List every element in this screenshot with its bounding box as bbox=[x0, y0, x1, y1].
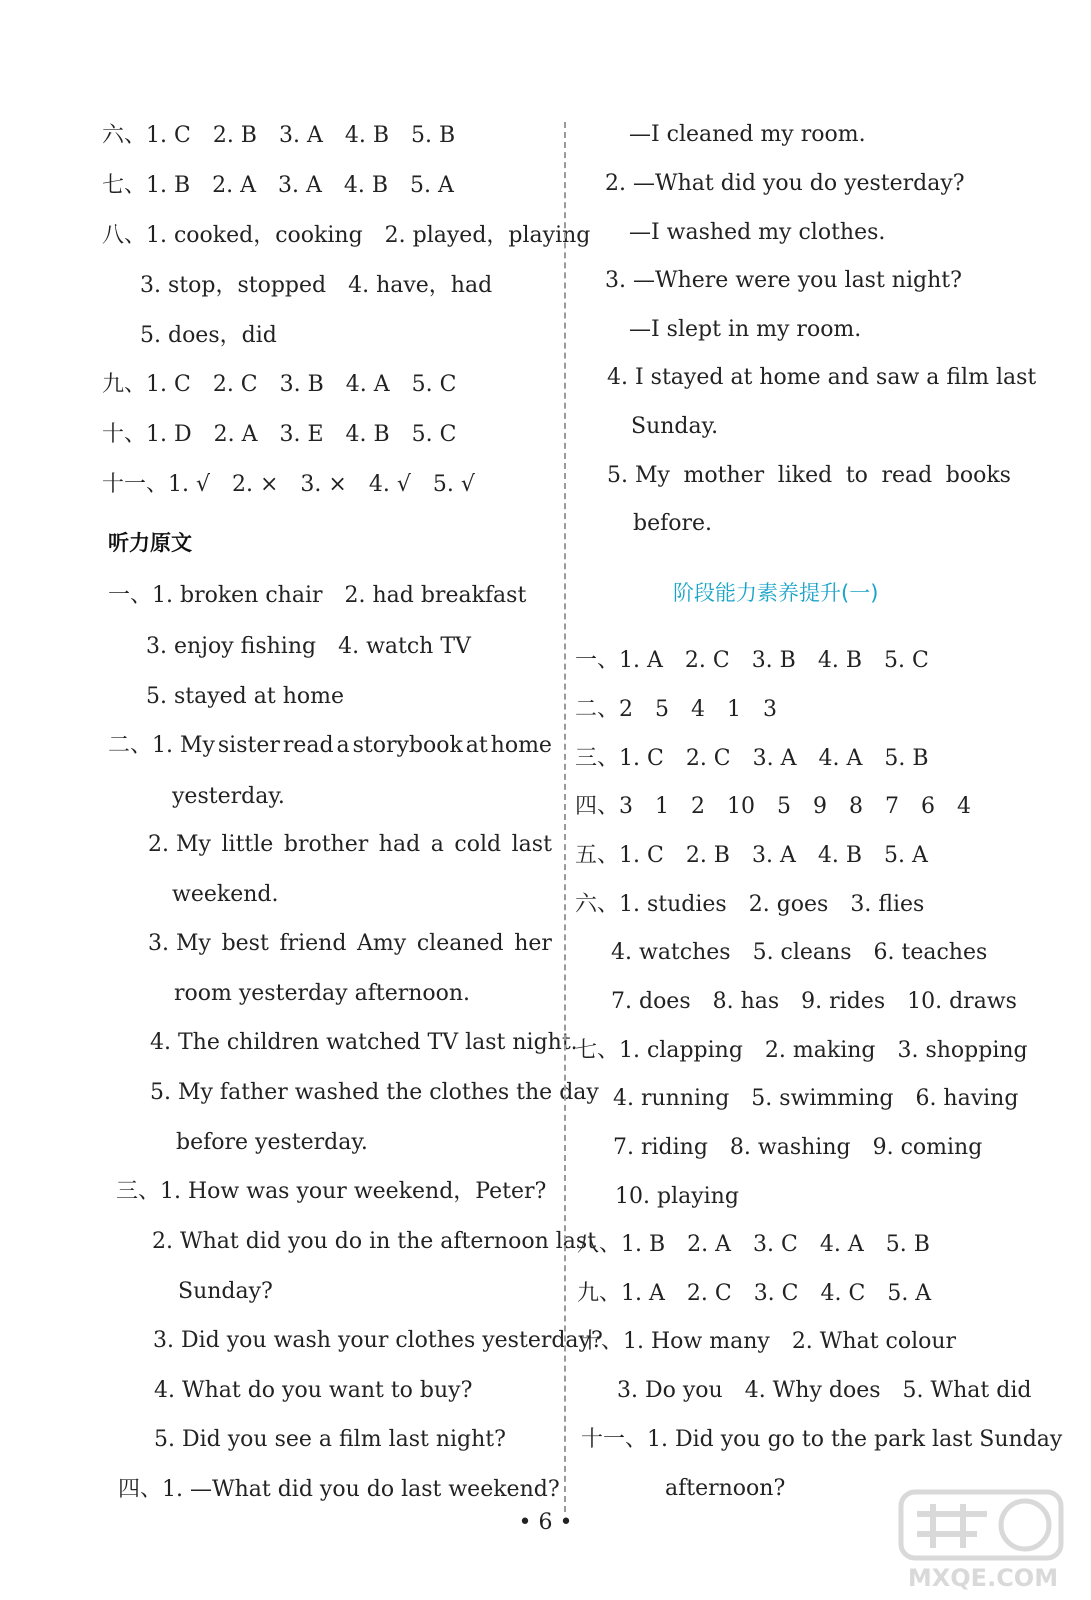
word: cold bbox=[454, 832, 502, 857]
page-number: • 6 • bbox=[518, 1510, 573, 1535]
answer-line: 八、1. B 2. A 3. C 4. A 5. B bbox=[577, 1232, 930, 1257]
answer-line: 十一、1. √ 2. × 3. × 4. √ 5. √ bbox=[102, 472, 475, 497]
script-line: 四、1. —What did you do last weekend? bbox=[118, 1477, 560, 1502]
script-line bbox=[148, 929, 552, 959]
column-divider bbox=[564, 122, 566, 1512]
watermark-text: MXQE.COM bbox=[907, 1564, 1059, 1592]
answer-line: 八、1. cooked，cooking 2. played，playing bbox=[102, 223, 591, 248]
word: a bbox=[430, 832, 444, 857]
answer-line: 4. watches 5. cleans 6. teaches bbox=[611, 940, 988, 965]
answer-line: 六、1. studies 2. goes 3. flies bbox=[575, 892, 925, 917]
answer-line: 10. playing bbox=[615, 1184, 739, 1209]
right-column bbox=[575, 0, 1063, 1600]
answer-line: 3. stop，stopped 4. have，had bbox=[140, 273, 493, 298]
answer-line: 5. does，did bbox=[140, 323, 277, 348]
script-line: 三、1. How was your weekend，Peter? bbox=[116, 1179, 547, 1204]
word: cleaned bbox=[416, 931, 504, 956]
word: brother bbox=[283, 832, 369, 857]
answer-line: 七、1. clapping 2. making 3. shopping bbox=[575, 1038, 1028, 1063]
answer-line: 3. Do you 4. Why does 5. What did bbox=[617, 1378, 1032, 1403]
script-line: 5. My father washed the clothes the day bbox=[150, 1080, 599, 1105]
answer-line: 7. riding 8. washing 9. coming bbox=[613, 1135, 983, 1160]
word: read bbox=[282, 733, 334, 758]
word: a bbox=[336, 733, 350, 758]
word: little bbox=[221, 832, 274, 857]
script-line: Sunday? bbox=[178, 1279, 273, 1304]
script-line: before yesterday. bbox=[176, 1130, 368, 1155]
script-line: yesterday. bbox=[172, 784, 285, 809]
answer-line: 4. running 5. swimming 6. having bbox=[613, 1086, 1019, 1111]
word: her bbox=[514, 931, 552, 956]
word: best bbox=[221, 931, 269, 956]
script-line: before. bbox=[633, 511, 713, 536]
left-column bbox=[100, 0, 603, 1600]
answer-line: 四、3 1 2 10 5 9 8 7 6 4 bbox=[575, 794, 971, 819]
word: friend bbox=[279, 931, 347, 956]
answer-line: 九、1. A 2. C 3. C 4. C 5. A bbox=[577, 1281, 932, 1306]
answer-line: 7. does 8. has 9. rides 10. draws bbox=[611, 989, 1017, 1014]
word: last bbox=[511, 832, 552, 857]
script-line: 5. stayed at home bbox=[146, 684, 344, 709]
word: to bbox=[845, 463, 868, 488]
word: mother bbox=[683, 463, 765, 488]
answer-line: 五、1. C 2. B 3. A 4. B 5. A bbox=[575, 843, 928, 868]
answer-line: 二、2 5 4 1 3 bbox=[575, 697, 777, 722]
script-line: 3. Did you wash your clothes yesterday? bbox=[153, 1328, 603, 1353]
answer-line: 十、1. How many 2. What colour bbox=[579, 1329, 957, 1354]
word: sister bbox=[217, 733, 280, 758]
word: had bbox=[378, 832, 421, 857]
script-line: —I washed my clothes. bbox=[629, 220, 886, 245]
answer-line: 七、1. B 2. A 3. A 4. B 5. A bbox=[102, 173, 454, 198]
word: read bbox=[881, 463, 933, 488]
answer-line: 一、1. A 2. C 3. B 4. B 5. C bbox=[575, 648, 929, 673]
script-line: 一、1. broken chair 2. had breakfast bbox=[108, 583, 527, 608]
word: Amy bbox=[357, 931, 407, 956]
script-line bbox=[108, 731, 552, 761]
word: storybook bbox=[352, 733, 463, 758]
word: home bbox=[490, 733, 552, 758]
word: 二、1. My bbox=[108, 733, 215, 758]
word: books bbox=[945, 463, 1011, 488]
answer-line: 三、1. C 2. C 3. A 4. A 5. B bbox=[575, 746, 929, 771]
script-line: 3. —Where were you last night? bbox=[605, 268, 962, 293]
section-title-stage-assessment: 阶段能力素养提升(一) bbox=[673, 581, 879, 605]
script-line: weekend. bbox=[172, 882, 279, 907]
script-line: 2. —What did you do yesterday? bbox=[605, 171, 965, 196]
answer-line: afternoon? bbox=[665, 1476, 786, 1501]
script-line: 3. enjoy fishing 4. watch TV bbox=[146, 634, 471, 659]
script-line bbox=[607, 461, 1011, 491]
watermark-logo-icon bbox=[893, 1486, 1073, 1596]
script-line: 2. What did you do in the afternoon last bbox=[152, 1229, 597, 1254]
word: liked bbox=[777, 463, 833, 488]
answer-line: 六、1. C 2. B 3. A 4. B 5. B bbox=[102, 123, 456, 148]
script-line: Sunday. bbox=[631, 414, 719, 439]
script-line: —I cleaned my room. bbox=[629, 122, 866, 147]
script-line bbox=[148, 830, 552, 860]
answer-line: 十、1. D 2. A 3. E 4. B 5. C bbox=[102, 422, 457, 447]
section-heading-listening-script: 听力原文 bbox=[108, 531, 192, 555]
word: 3. My bbox=[148, 931, 211, 956]
script-line: room yesterday afternoon. bbox=[174, 981, 471, 1006]
answer-line: 九、1. C 2. C 3. B 4. A 5. C bbox=[102, 372, 457, 397]
script-line: —I slept in my room. bbox=[629, 317, 862, 342]
script-line: 4. The children watched TV last night. bbox=[150, 1030, 578, 1055]
script-line: 4. I stayed at home and saw a film last bbox=[607, 365, 1037, 390]
word: 2. My bbox=[148, 832, 211, 857]
word: 5. My bbox=[607, 463, 670, 488]
script-line: 4. What do you want to buy? bbox=[154, 1378, 473, 1403]
answer-line: 十一、1. Did you go to the park last Sunday bbox=[581, 1427, 1063, 1452]
word: at bbox=[465, 733, 488, 758]
script-line: 5. Did you see a film last night? bbox=[154, 1427, 506, 1452]
